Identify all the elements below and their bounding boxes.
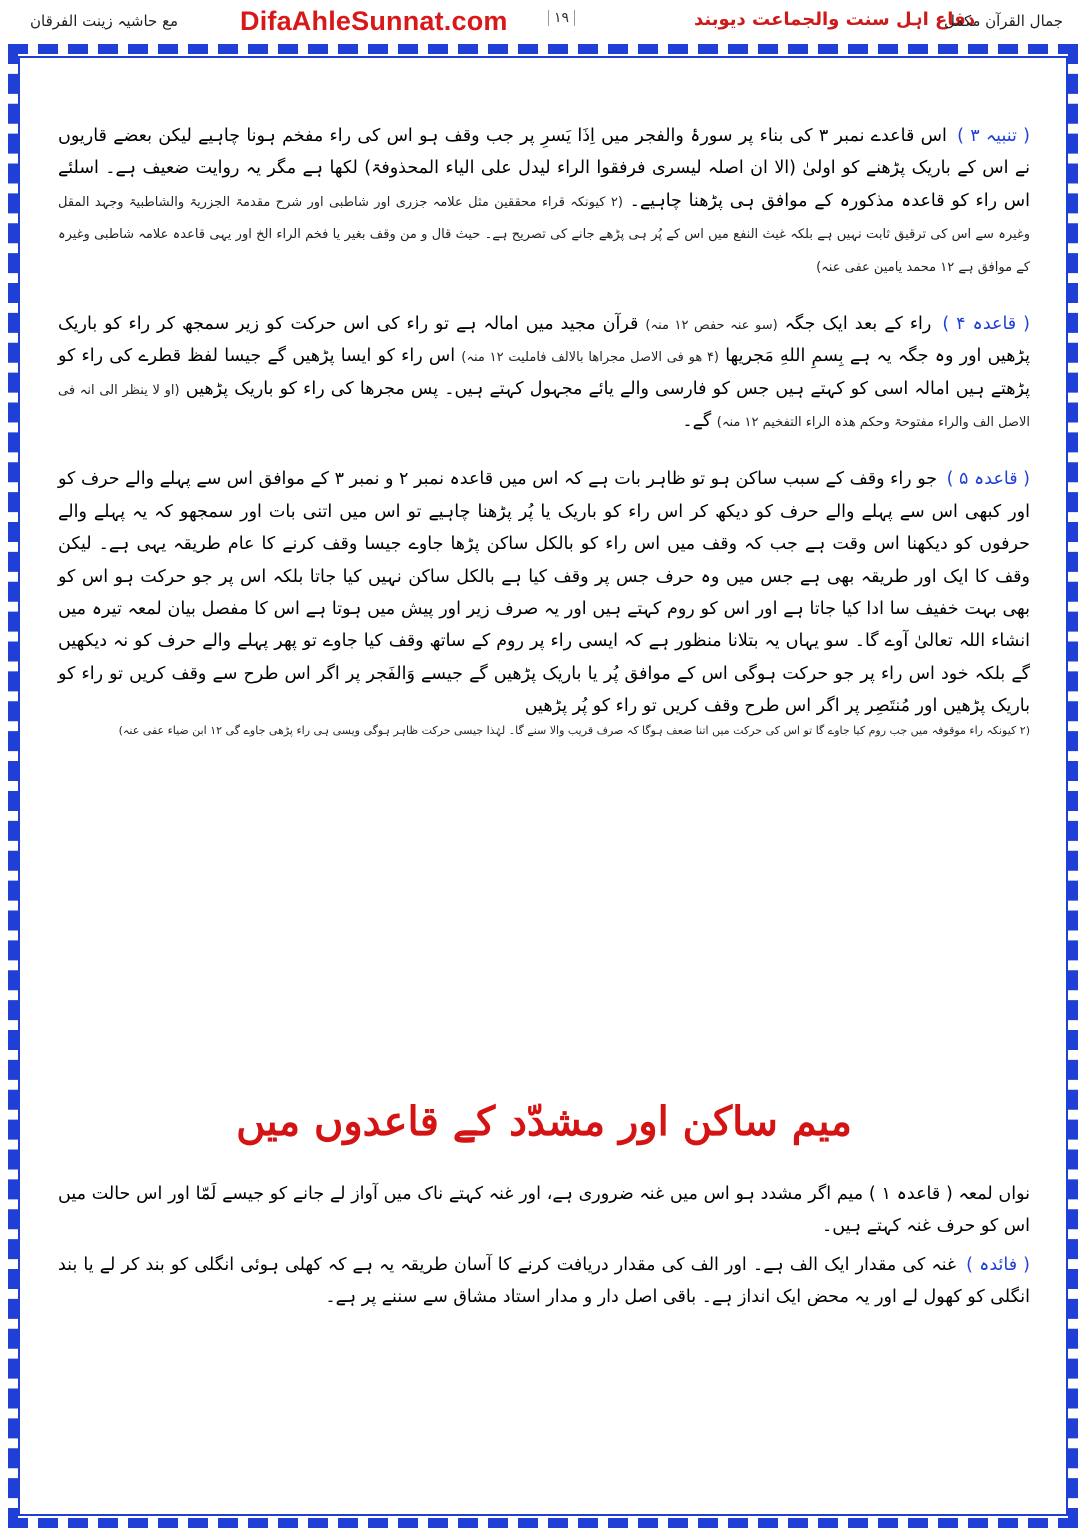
- header-book-title: جمال القرآن مکمل: [944, 12, 1064, 30]
- page-number: ١٩: [548, 10, 575, 26]
- lamaa-9: [58, 1178, 1030, 1243]
- faida: [58, 1249, 1030, 1314]
- qaida-4-note-a: (سو عنہ حفص ۱۲ منہ): [645, 317, 778, 333]
- site-link[interactable]: DifaAhleSunnat.com: [240, 6, 508, 36]
- tanbih-label: ( تنبیہ ۳ ): [957, 126, 1030, 146]
- qaida-5: [58, 463, 1030, 722]
- qaida-4-text-b: قرآن مجید میں امالہ ہے تو راء کی اس حرکت کو زیر سمجھ کر راء کو باریک پڑھیں اور وہ جگہ یہ ہے بِسمِ اللهِ مَجریها: [58, 313, 1030, 367]
- qaida-4-text-a: راء کے بعد ایک جگہ: [784, 313, 932, 334]
- tanbih-text: اس قاعدے نمبر ۳ کی بناء پر سورۂ والفجر میں اِذَا یَسرِ پر جب وقف ہو اس کی راء مفخم ہونا چاہیے لیکن بعضے قاریوں نے اس کے باریک پڑھنے کو اولیٰ (الا ان اصلہ لیسری فرفقوا الراء لیدل علی الیاء المحذوفۃ) لکھا ہے مگر یہ روایت ضعیف ہے۔ اسلئے اس راء کو قاعدہ مذکورہ کے موافق ہی پڑھنا چاہیے۔: [58, 126, 1031, 211]
- lamaa-9-text: میم اگر مشدد ہو اس میں غنہ ضروری ہے، اور غنہ کہتے ناک میں آواز لے جانے کو جیسے لَمّا اور اس حالت میں اس کو حرف غنہ کہتے ہیں۔: [58, 1184, 1030, 1237]
- qaida-5-text: جو راء وقف کے سبب ساکن ہو تو ظاہر بات ہے کہ اس میں قاعدہ نمبر ۲ و نمبر ۳ کے موافق اس سے پہلے والے حرف کو اور کبھی اس سے پہلے والے حرف کو دیکھ کر اس راء کو باریک یا پُر پڑھنا چاہیے تو اس میں اتنی بات اور سمجھو کہ یہ پہلے والے حرفوں کو دیکھنا اس وقت ہے جب کہ وقف میں اس راء کو بالکل ساکن پڑھا جاوے جیسا وقف کرنے کا عام طریقہ یہی ہے۔ لیکن وقف کا ایک اور طریقہ بھی ہے جس میں وہ حرف جس پر وقف کیا ہے بالکل ساکن نہیں کیا جاتا بلکہ اس پر جو حرکت ہو اس کو بھی بہت خفیف سا ادا کیا جاتا ہے اور اس کو روم کہتے ہیں اور یہ صرف زیر اور پیش میں ہوتا ہے اس کا مفصل بیان لمعہ تیرہ میں انشاء اللہ تعالیٰ آوے گا۔ سو یہاں یہ بتلانا منظور ہے کہ ایسی راء پر روم کے ساتھ وقف کیا جاوے تو پھر پہلے والے حرف کو نہ دیکھیں گے بلکہ خود اس راء پر جو حرکت ہوگی اس کے موافق پُر یا باریک پڑھیں گے جیسے وَالفَجر پر اگر اس طرح سے وقف کریں تو راء کو باریک پڑھیں اور مُنتَصِر پر اگر اس طرح وقف کریں تو راء کو پُر پڑھیں: [58, 469, 1030, 716]
- page-header: [0, 0, 1086, 44]
- qaida-4-text-d: گے۔: [682, 411, 712, 431]
- tanbih-footnote: (۲ کیونکہ قراء محققین مثل علامہ جزری اور شاطبی اور شرح مقدمۃ الجزریۃ والشاطبیۃ وجہد المقل وغیرہ سے اس کی ترقیق ثابت نہیں ہے بلکہ غیث النفع میں اس کے پُر ہی پڑھے جانے کی تصریح ہے۔ حیث قال و من وقف بغیر یا فخم الراء الخ اور یہی قاعدہ علامہ شاطبی وغیرہ کے موافق ہے ۱۲ محمد یامین عفی عنہ): [58, 194, 1030, 275]
- qaida-4-text-c: اس راء کو ایسا پڑھیں گے جیسا لفظ قطرے کی راء کو پڑھتے ہیں امالہ اسی کو کہتے ہیں جس کو فارسی والے یائے مجہول کہتے ہیں۔ پس مجرھا کی راء کو باریک پڑھیں: [58, 346, 1030, 399]
- qaida-5-label: ( قاعدہ ۵ ): [946, 469, 1030, 490]
- page-body-lower: [58, 1178, 1030, 1314]
- qaida-5-footnote: (۲ کیونکہ راء موقوفہ میں جب روم کیا جاوے گا تو اس کی حرکت میں اتنا ضعف ہوگا کہ صرف قریب والا سنے گا۔ لہٰذا جیسی حرکت ظاہر ہوگی ویسی ہی راء پڑھی جاوے گی ۱۲ ابن ضیاء عفی عنہ): [118, 724, 1030, 738]
- qaida-4-note-b: (۴ ھو فی الاصل مجراھا بالالف فاملیت ۱۲ منہ): [461, 350, 719, 366]
- header-annotation: مع حاشیہ زینت الفرقان: [30, 12, 179, 30]
- tanbih-3: [58, 120, 1030, 282]
- faida-label: ( فائدہ ): [966, 1254, 1030, 1275]
- qaida-4-label: ( قاعدہ ۴ ): [942, 313, 1030, 334]
- qaida-4-note-c: (او لا ینظر الی انہ فی الاصل الف والراء مفتوحۃ وحکم ھذہ الراء التفخیم ۱۲ منہ): [58, 382, 1030, 430]
- lamaa-9-label: نواں لمعہ ( قاعدہ ۱ ): [868, 1184, 1031, 1204]
- page-body: [58, 120, 1030, 739]
- qaida-4: [58, 308, 1030, 438]
- section-heading: میم ساکن اور مشدّد کے قاعدوں میں: [236, 1098, 852, 1145]
- header-brand: دفاع اہل سنت والجماعت دیوبند: [694, 9, 976, 30]
- faida-text: غنہ کی مقدار ایک الف ہے۔ اور الف کی مقدار دریافت کرنے کا آسان طریقہ یہ ہے کہ کھلی ہوئی انگلی کو بند کر لے یا بند انگلی کو کھول لے اور یہ محض ایک انداز ہے۔ باقی اصل دار و مدار استاد مشاق سے سننے پر ہے۔: [58, 1254, 1030, 1308]
